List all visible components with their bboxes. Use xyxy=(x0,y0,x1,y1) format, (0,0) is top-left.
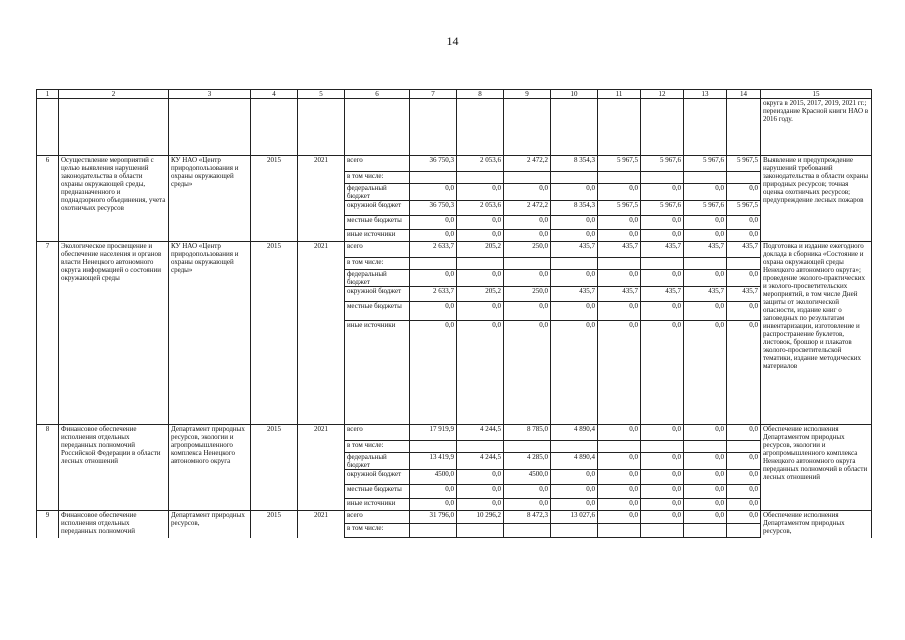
executor-cell: КУ НАО «Центр природопользования и охраны окружающей среды» xyxy=(169,242,251,425)
funding-source-cell: всего xyxy=(345,511,410,524)
amount-cell: 435,7 xyxy=(684,242,727,258)
amount-cell: 0,0 xyxy=(641,270,684,287)
column-number-8: 8 xyxy=(457,90,504,99)
amount-cell: 0,0 xyxy=(410,230,457,242)
amount-cell: 5 967,5 xyxy=(598,156,641,172)
column-number-10: 10 xyxy=(551,90,598,99)
amount-cell xyxy=(410,524,457,538)
amount-cell: 0,0 xyxy=(598,321,641,425)
amount-cell: 5 967,5 xyxy=(727,156,761,172)
amount-cell xyxy=(457,524,504,538)
amount-cell: 0,0 xyxy=(641,470,684,485)
item-number-cell: 7 xyxy=(37,242,59,425)
amount-cell xyxy=(551,172,598,184)
expected-result-cell: Обеспечение исполнения Департаментом природных ресурсов, экологии и агропромышленного комплекса Ненецкого автономного округа переданных полномочий в области лесных отношений xyxy=(761,425,872,511)
amount-cell: 0,0 xyxy=(410,302,457,321)
column-number-4: 4 xyxy=(251,90,298,99)
amount-cell: 0,0 xyxy=(457,499,504,511)
amount-cell: 0,0 xyxy=(598,499,641,511)
amount-cell: 0,0 xyxy=(641,302,684,321)
amount-cell: 0,0 xyxy=(641,425,684,441)
amount-cell: 0,0 xyxy=(727,470,761,485)
amount-cell: 0,0 xyxy=(551,485,598,499)
amount-cell: 0,0 xyxy=(641,184,684,201)
item-number-cell: 6 xyxy=(37,156,59,242)
amount-cell xyxy=(727,441,761,453)
amount-cell: 0,0 xyxy=(551,302,598,321)
amount-cell: 435,7 xyxy=(598,242,641,258)
start-year-cell: 2015 xyxy=(251,156,298,242)
amount-cell: 205,2 xyxy=(457,287,504,302)
amount-cell xyxy=(727,524,761,538)
funding-source-cell: всего xyxy=(345,242,410,258)
amount-cell: 4 890,4 xyxy=(551,425,598,441)
amount-cell: 0,0 xyxy=(727,302,761,321)
amount-cell: 2 633,7 xyxy=(410,242,457,258)
amount-cell: 0,0 xyxy=(551,216,598,230)
amount-cell: 0,0 xyxy=(727,230,761,242)
amount-cell: 0,0 xyxy=(684,499,727,511)
item-number-cell: 9 xyxy=(37,511,59,538)
amount-cell: 435,7 xyxy=(727,287,761,302)
amount-cell: 0,0 xyxy=(727,453,761,470)
amount-cell: 0,0 xyxy=(684,511,727,524)
amount-cell: 0,0 xyxy=(457,470,504,485)
end-year-cell: 2021 xyxy=(298,156,345,242)
item-name-cell: Осуществление мероприятий с целью выявления нарушений законодательства в области охраны окружающей среды, предназначенного и поднадзорного объединения, учета охотничьих ресурсов xyxy=(59,156,169,242)
amount-cell: 435,7 xyxy=(641,242,684,258)
amount-cell: 0,0 xyxy=(684,230,727,242)
amount-cell: 0,0 xyxy=(684,470,727,485)
amount-cell: 4 244,5 xyxy=(457,453,504,470)
amount-cell: 8 354,3 xyxy=(551,156,598,172)
amount-cell: 8 785,0 xyxy=(504,425,551,441)
column-number-5: 5 xyxy=(298,90,345,99)
amount-cell xyxy=(641,172,684,184)
amount-cell: 4 890,4 xyxy=(551,453,598,470)
amount-cell: 17 919,9 xyxy=(410,425,457,441)
amount-cell: 0,0 xyxy=(457,216,504,230)
amount-cell: 250,0 xyxy=(504,287,551,302)
funding-source-cell: местные бюджеты xyxy=(345,216,410,230)
amount-cell: 5 967,5 xyxy=(598,201,641,216)
amount-cell: 205,2 xyxy=(457,242,504,258)
amount-cell xyxy=(684,441,727,453)
item-name-cell: Экологическое просвещение и обеспечение населения и органов власти Ненецкого автономного округа информацией о состоянии окружающей среды xyxy=(59,242,169,425)
amount-cell: 0,0 xyxy=(551,470,598,485)
funding-source-cell: местные бюджеты xyxy=(345,302,410,321)
amount-cell xyxy=(551,258,598,270)
amount-cell xyxy=(410,441,457,453)
amount-cell xyxy=(684,524,727,538)
amount-cell: 0,0 xyxy=(684,216,727,230)
amount-cell: 250,0 xyxy=(504,242,551,258)
amount-cell: 2 472,2 xyxy=(504,156,551,172)
program-row xyxy=(37,511,872,524)
continuation-row xyxy=(37,99,872,156)
amount-cell xyxy=(641,441,684,453)
amount-cell xyxy=(641,524,684,538)
program-row xyxy=(37,425,872,441)
start-year-cell: 2015 xyxy=(251,511,298,538)
amount-cell: 0,0 xyxy=(598,216,641,230)
amount-cell: 2 053,6 xyxy=(457,156,504,172)
amount-cell: 0,0 xyxy=(598,270,641,287)
amount-cell xyxy=(410,172,457,184)
amount-cell: 0,0 xyxy=(410,184,457,201)
funding-source-cell: всего xyxy=(345,156,410,172)
column-number-6: 6 xyxy=(345,90,410,99)
amount-cell: 0,0 xyxy=(598,453,641,470)
amount-cell: 0,0 xyxy=(727,184,761,201)
amount-cell: 0,0 xyxy=(504,499,551,511)
amount-cell: 0,0 xyxy=(551,499,598,511)
amount-cell: 0,0 xyxy=(457,184,504,201)
amount-cell: 8 354,3 xyxy=(551,201,598,216)
amount-cell: 0,0 xyxy=(551,270,598,287)
amount-cell: 435,7 xyxy=(641,287,684,302)
amount-cell: 0,0 xyxy=(504,270,551,287)
amount-cell: 0,0 xyxy=(598,470,641,485)
funding-source-cell: окружной бюджет xyxy=(345,470,410,485)
amount-cell xyxy=(598,172,641,184)
funding-source-cell: в том числе: xyxy=(345,441,410,453)
amount-cell: 5 967,5 xyxy=(727,201,761,216)
amount-cell: 0,0 xyxy=(641,499,684,511)
item-name-cell: Финансовое обеспечение исполнения отдельных переданных полномочий Российской Федерации в области лесных отношений xyxy=(59,425,169,511)
amount-cell: 0,0 xyxy=(598,184,641,201)
amount-cell: 0,0 xyxy=(410,321,457,425)
amount-cell: 0,0 xyxy=(727,270,761,287)
amount-cell xyxy=(641,258,684,270)
amount-cell xyxy=(551,441,598,453)
amount-cell: 0,0 xyxy=(727,216,761,230)
amount-cell: 0,0 xyxy=(641,511,684,524)
funding-source-cell: окружной бюджет xyxy=(345,287,410,302)
amount-cell: 0,0 xyxy=(457,321,504,425)
amount-cell: 0,0 xyxy=(684,321,727,425)
amount-cell: 0,0 xyxy=(504,184,551,201)
funding-source-cell: федеральный бюджет xyxy=(345,184,410,201)
amount-cell: 5 967,6 xyxy=(641,201,684,216)
amount-cell xyxy=(684,172,727,184)
amount-cell: 435,7 xyxy=(598,287,641,302)
amount-cell: 0,0 xyxy=(598,485,641,499)
column-number-12: 12 xyxy=(641,90,684,99)
amount-cell: 0,0 xyxy=(551,321,598,425)
amount-cell xyxy=(727,258,761,270)
item-name-cell: Финансовое обеспечение исполнения отдельных переданных полномочий xyxy=(59,511,169,538)
column-number-7: 7 xyxy=(410,90,457,99)
funding-source-cell: местные бюджеты xyxy=(345,485,410,499)
start-year-cell: 2015 xyxy=(251,425,298,511)
amount-cell: 0,0 xyxy=(504,230,551,242)
amount-cell: 4 285,0 xyxy=(504,453,551,470)
column-number-1: 1 xyxy=(37,90,59,99)
amount-cell: 0,0 xyxy=(410,499,457,511)
amount-cell xyxy=(598,258,641,270)
amount-cell: 0,0 xyxy=(684,425,727,441)
amount-cell: 0,0 xyxy=(727,511,761,524)
executor-cell: Департамент природных ресурсов, xyxy=(169,511,251,538)
amount-cell xyxy=(598,441,641,453)
page-number: 14 xyxy=(446,34,459,48)
executor-cell: Департамент природных ресурсов, экологии и агропромышленного комплекса Ненецкого автономного округа xyxy=(169,425,251,511)
amount-cell: 0,0 xyxy=(410,485,457,499)
amount-cell xyxy=(551,524,598,538)
amount-cell xyxy=(504,172,551,184)
amount-cell: 0,0 xyxy=(410,270,457,287)
amount-cell: 0,0 xyxy=(504,321,551,425)
item-number-cell: 8 xyxy=(37,425,59,511)
end-year-cell: 2021 xyxy=(298,511,345,538)
amount-cell xyxy=(457,258,504,270)
expected-result-cell: Выявление и предупреждение нарушений требований законодательства в области охраны природных ресурсов; точная оценка охотничьих ресурсов; предупреждение лесных пожаров xyxy=(761,156,872,242)
amount-cell: 5 967,6 xyxy=(684,156,727,172)
amount-cell: 0,0 xyxy=(641,216,684,230)
amount-cell: 0,0 xyxy=(504,485,551,499)
funding-source-cell: иные источники xyxy=(345,321,410,425)
amount-cell: 36 750,3 xyxy=(410,201,457,216)
amount-cell: 10 296,2 xyxy=(457,511,504,524)
amount-cell: 0,0 xyxy=(410,216,457,230)
column-number-15: 15 xyxy=(761,90,872,99)
amount-cell: 13 419,9 xyxy=(410,453,457,470)
amount-cell xyxy=(504,258,551,270)
amount-cell: 0,0 xyxy=(504,216,551,230)
amount-cell: 0,0 xyxy=(551,184,598,201)
funding-source-cell: иные источники xyxy=(345,230,410,242)
funding-source-cell: иные источники xyxy=(345,499,410,511)
amount-cell: 435,7 xyxy=(684,287,727,302)
amount-cell: 0,0 xyxy=(727,321,761,425)
amount-cell: 0,0 xyxy=(457,485,504,499)
amount-cell: 8 472,3 xyxy=(504,511,551,524)
amount-cell: 435,7 xyxy=(551,242,598,258)
column-number-14: 14 xyxy=(727,90,761,99)
funding-source-cell: в том числе: xyxy=(345,258,410,270)
amount-cell: 0,0 xyxy=(457,230,504,242)
amount-cell: 0,0 xyxy=(457,302,504,321)
column-number-9: 9 xyxy=(504,90,551,99)
funding-source-cell: в том числе: xyxy=(345,172,410,184)
executor-cell: КУ НАО «Центр природопользования и охраны окружающей среды» xyxy=(169,156,251,242)
expected-result-cell: Обеспечение исполнения Департаментом природных ресурсов, xyxy=(761,511,872,538)
amount-cell: 0,0 xyxy=(641,453,684,470)
amount-cell: 0,0 xyxy=(641,321,684,425)
amount-cell xyxy=(410,258,457,270)
amount-cell xyxy=(598,524,641,538)
amount-cell: 0,0 xyxy=(727,485,761,499)
amount-cell: 0,0 xyxy=(684,184,727,201)
amount-cell: 4500,0 xyxy=(504,470,551,485)
amount-cell xyxy=(727,172,761,184)
amount-cell: 0,0 xyxy=(551,230,598,242)
end-year-cell: 2021 xyxy=(298,425,345,511)
amount-cell: 2 472,2 xyxy=(504,201,551,216)
amount-cell: 0,0 xyxy=(598,230,641,242)
amount-cell: 0,0 xyxy=(598,302,641,321)
funding-source-cell: в том числе: xyxy=(345,524,410,538)
start-year-cell: 2015 xyxy=(251,242,298,425)
amount-cell: 5 967,6 xyxy=(684,201,727,216)
amount-cell: 0,0 xyxy=(641,230,684,242)
column-number-13: 13 xyxy=(684,90,727,99)
amount-cell: 2 633,7 xyxy=(410,287,457,302)
amount-cell: 0,0 xyxy=(504,302,551,321)
continuation-result-cell: округа в 2015, 2017, 2019, 2021 гг.; переиздание Красной книги НАО в 2016 году. xyxy=(761,99,872,156)
program-row xyxy=(37,242,872,258)
column-number-2: 2 xyxy=(59,90,169,99)
program-row xyxy=(37,156,872,172)
amount-cell xyxy=(504,441,551,453)
amount-cell: 0,0 xyxy=(684,485,727,499)
amount-cell: 0,0 xyxy=(684,270,727,287)
amount-cell: 435,7 xyxy=(727,242,761,258)
amount-cell: 0,0 xyxy=(457,270,504,287)
amount-cell: 31 796,0 xyxy=(410,511,457,524)
amount-cell: 0,0 xyxy=(684,453,727,470)
column-number-row xyxy=(37,90,872,99)
column-number-3: 3 xyxy=(169,90,251,99)
amount-cell: 0,0 xyxy=(598,511,641,524)
amount-cell xyxy=(684,258,727,270)
amount-cell: 0,0 xyxy=(684,302,727,321)
amount-cell: 36 750,3 xyxy=(410,156,457,172)
amount-cell: 0,0 xyxy=(727,499,761,511)
funding-source-cell: всего xyxy=(345,425,410,441)
amount-cell: 0,0 xyxy=(727,425,761,441)
funding-source-cell: окружной бюджет xyxy=(345,201,410,216)
amount-cell: 4500,0 xyxy=(410,470,457,485)
amount-cell: 2 053,6 xyxy=(457,201,504,216)
column-number-11: 11 xyxy=(598,90,641,99)
amount-cell: 5 967,6 xyxy=(641,156,684,172)
funding-source-cell: федеральный бюджет xyxy=(345,453,410,470)
end-year-cell: 2021 xyxy=(298,242,345,425)
funding-source-cell: федеральный бюджет xyxy=(345,270,410,287)
amount-cell: 0,0 xyxy=(641,485,684,499)
amount-cell: 13 027,6 xyxy=(551,511,598,524)
amount-cell: 435,7 xyxy=(551,287,598,302)
amount-cell xyxy=(457,441,504,453)
amount-cell: 4 244,5 xyxy=(457,425,504,441)
amount-cell xyxy=(504,524,551,538)
amount-cell: 0,0 xyxy=(598,425,641,441)
program-table xyxy=(36,89,872,538)
amount-cell xyxy=(457,172,504,184)
expected-result-cell: Подготовка и издание ежегодного доклада в сборника «Состояние и охрана окружающей среды Ненецкого автономного округа»; проведение эколого-практических и эколого-просветительских мероприятий, в том числе Дней защиты от экологической опасности, издание книг о заповедных по результатам инвентаризации, изготовление и распространение буклетов, листовок, брошюр и плакатов эколого-просветительской тематики, издание методических материалов xyxy=(761,242,872,425)
